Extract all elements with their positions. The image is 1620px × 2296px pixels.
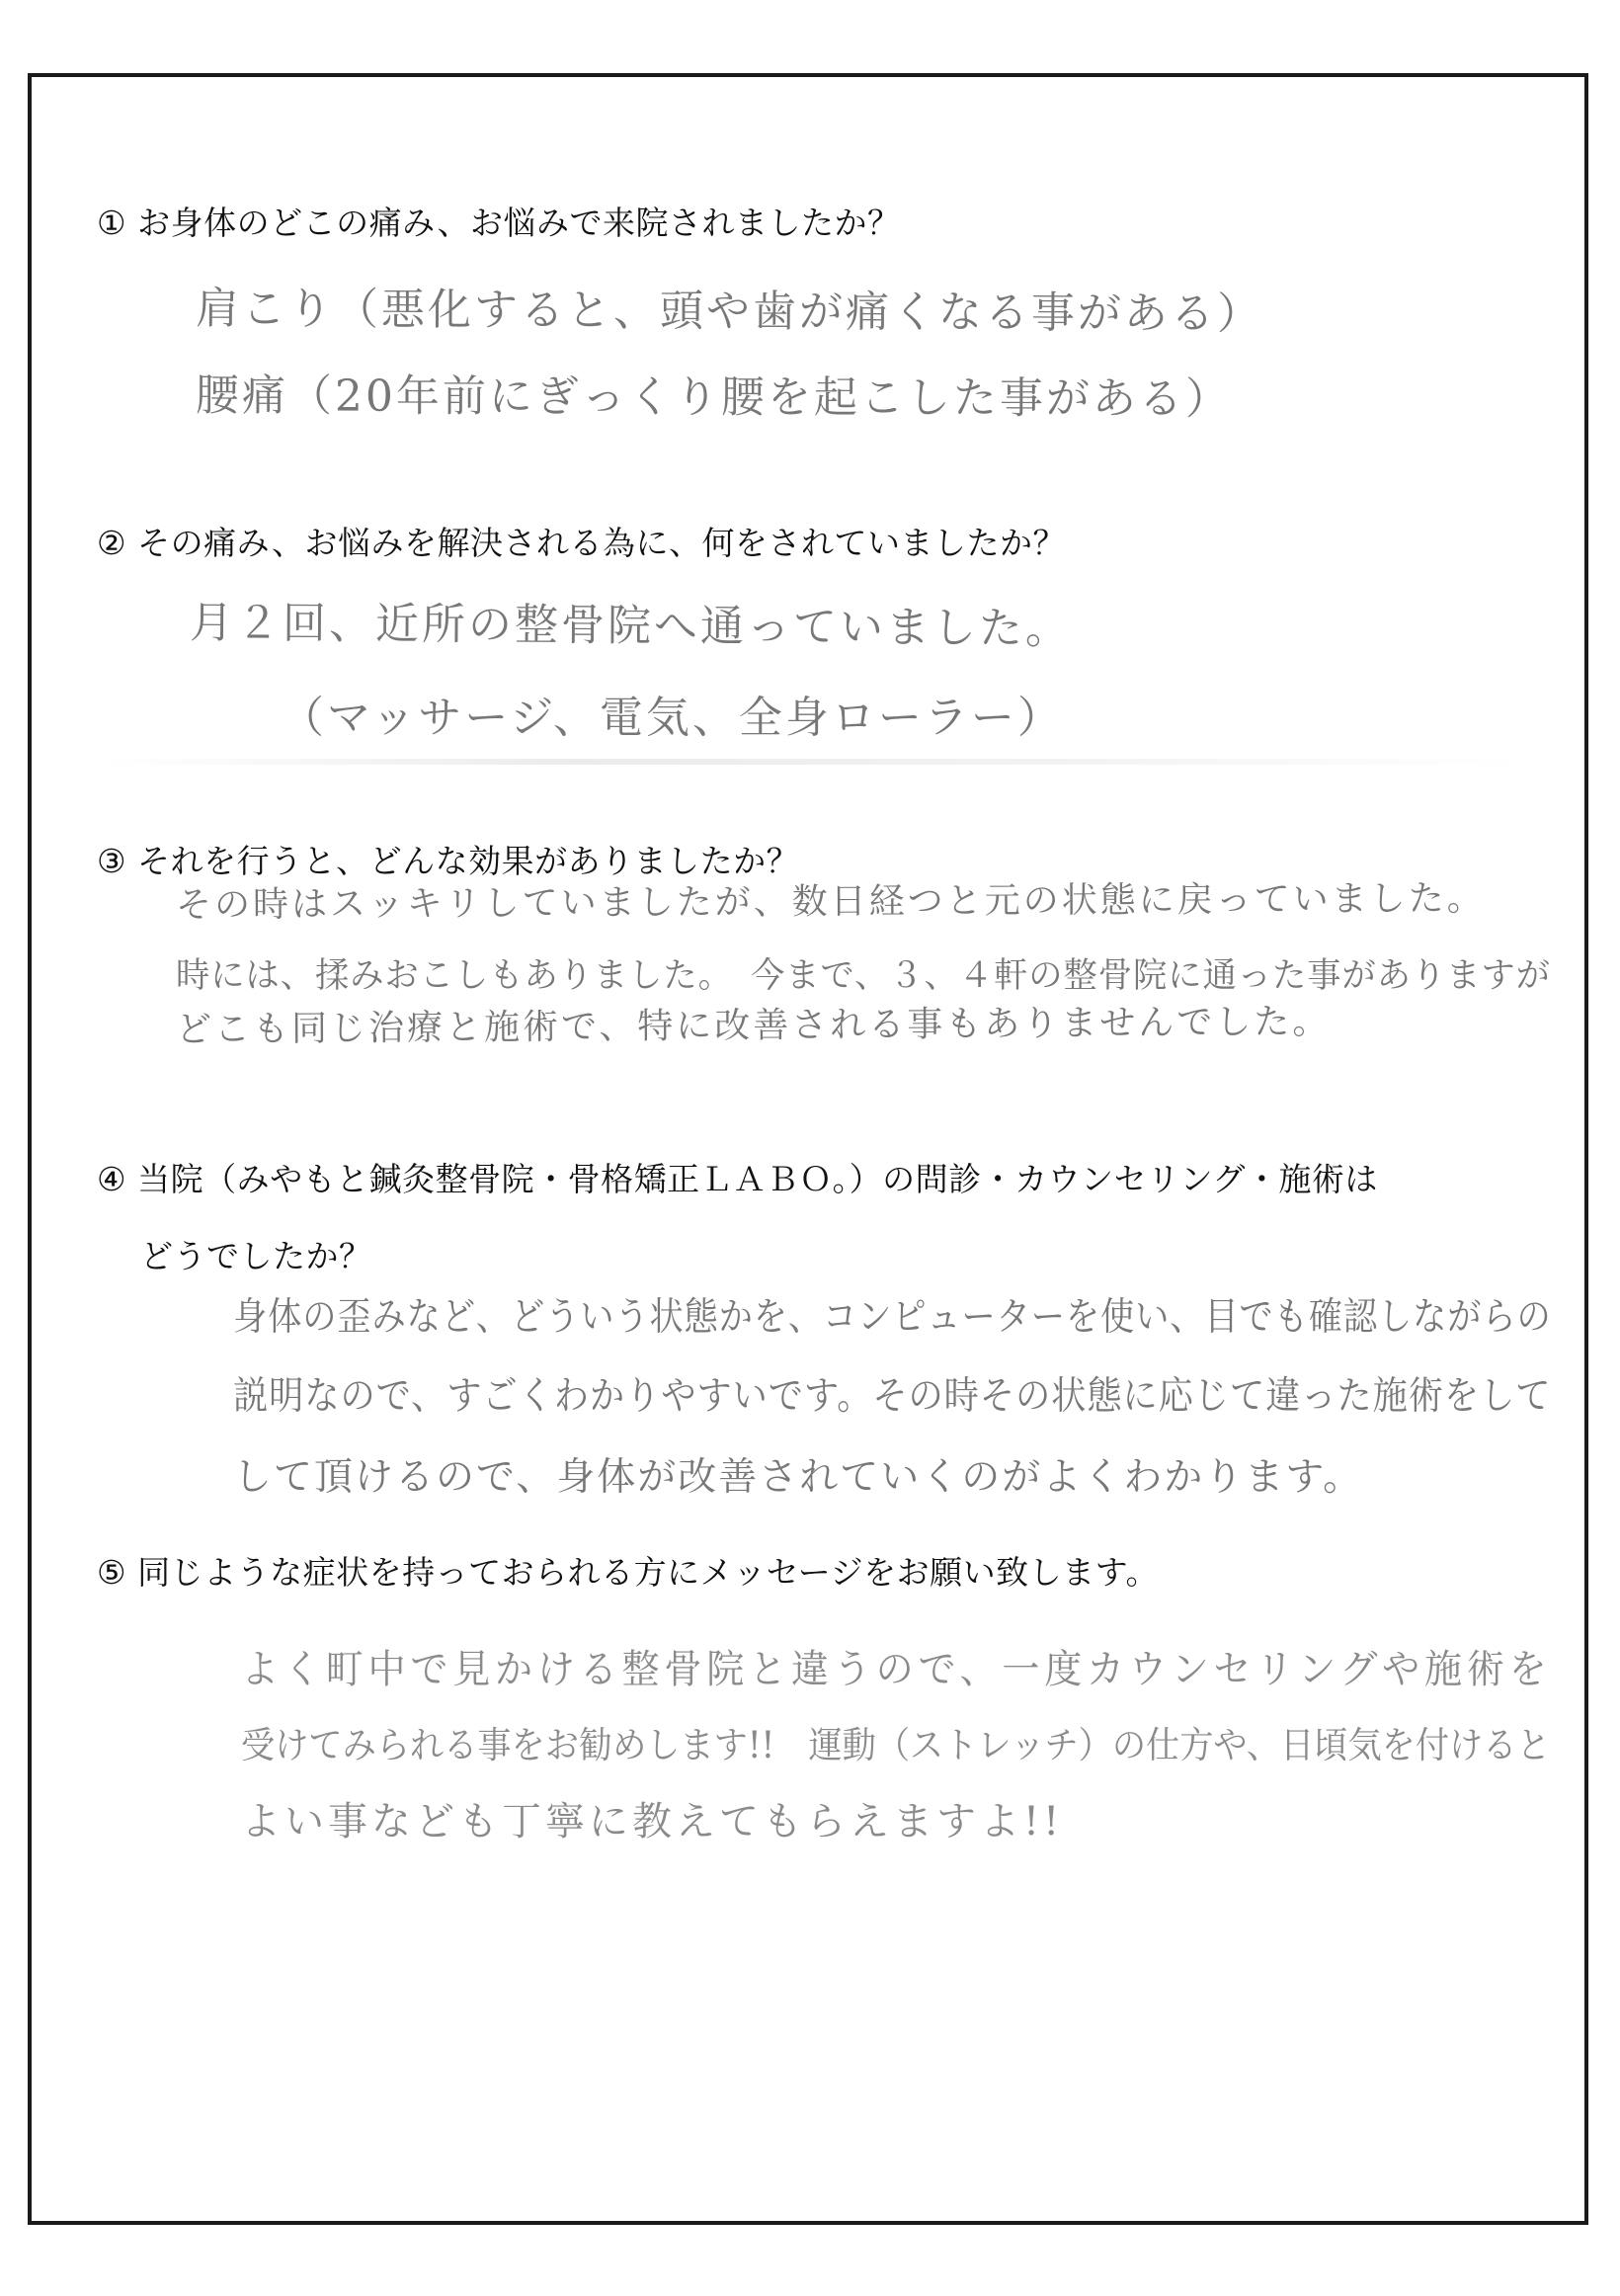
answer-3-line-2: 時には、揉みおこしもありました。 今まで、３、４軒の整骨院に通った事がありますが [176, 956, 1551, 996]
answer-4-line-3: して頂けるので、身体が改善されていくのがよくわかります。 [233, 1455, 1364, 1500]
question-1: ① お身体のどこの痛み、お悩みで来院されましたか？ [97, 204, 901, 242]
answer-5-line-3: よい事なども丁寧に教えてもらえますよ!! [241, 1799, 1064, 1845]
question-4: ④ 当院（みやもと鍼灸整骨院・骨格矯正ＬＡＢＯ。）の問診・カウンセリング・施術は [97, 1160, 1378, 1198]
answer-1-line-1: 肩こり（悪化すると、頭や歯が痛くなる事がある） [195, 284, 1264, 340]
question-4-continued: どうでしたか？ [140, 1237, 372, 1275]
answer-1-line-2: 腰痛（20年前にぎっくり腰を起こした事がある） [195, 370, 1233, 425]
question-2: ② その痛み、お悩みを解決される為に、何をされていましたか？ [97, 524, 1067, 562]
answer-5-line-2: 受けてみられる事をお勧めします!! 運動（ストレッチ）の仕方や、日頃気を付けると [241, 1724, 1551, 1766]
question-5: ⑤ 同じような症状を持っておられる方にメッセージをお願い致します。 [97, 1553, 1159, 1592]
answer-2-line-2: （マッサージ、電気、全身ローラー） [281, 693, 1064, 743]
answer-3-line-3: どこも同じ治療と施術で、特に改善される事もありませんでした。 [175, 1001, 1332, 1050]
answer-5-line-1: よく町中で見かける整骨院と違うので、一度カウンセリングや施術を [241, 1647, 1552, 1692]
answer-4-line-1: 身体の歪みなど、どういう状態かを、コンピューターを使い、目でも確認しながらの [233, 1295, 1552, 1340]
scan-smudge [97, 759, 1529, 765]
answer-3-line-1: その時はスッキリしていましたが、数日経つと元の状態に戻っていました。 [175, 878, 1486, 926]
question-3: ③ それを行うと、どんな効果がありましたか？ [97, 842, 800, 880]
answer-2-line-1: 月２回、近所の整骨院へ通っていました。 [189, 598, 1073, 655]
answer-4-line-2: 説明なので、すごくわかりやすいです。その時その状態に応じて違った施術をして [233, 1374, 1552, 1419]
